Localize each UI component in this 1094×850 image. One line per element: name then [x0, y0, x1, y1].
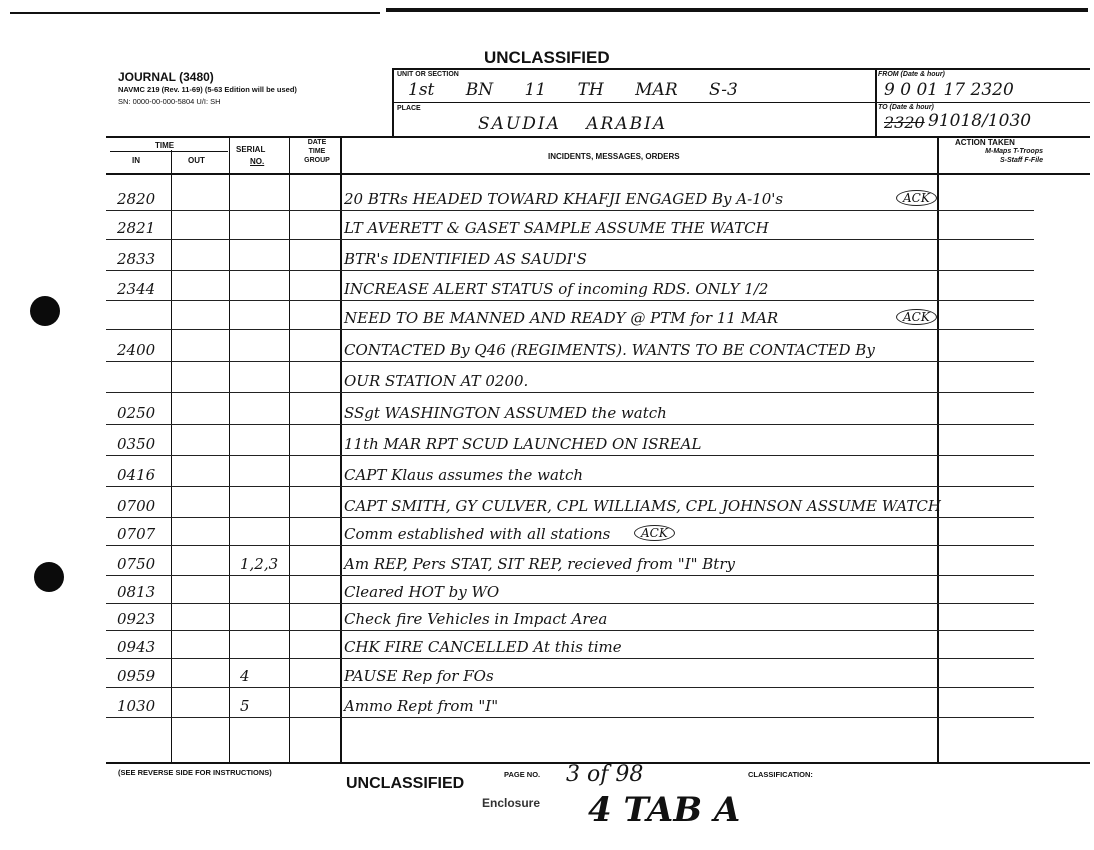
classification-bottom: UNCLASSIFIED: [346, 775, 465, 792]
col-header-in: IN: [132, 156, 140, 165]
from-value: 9 0 01 17 2320: [884, 80, 1014, 100]
punch-hole-bottom: [34, 562, 64, 592]
place-value: SAUDIA ARABIA: [478, 114, 668, 134]
classification-top: UNCLASSIFIED: [484, 48, 610, 67]
col-header-out: OUT: [188, 156, 205, 165]
table-row: [106, 334, 1034, 360]
table-row: [106, 631, 1034, 657]
footer-instructions: (SEE REVERSE SIDE FOR INSTRUCTIONS): [118, 768, 272, 777]
table-row: [106, 302, 1034, 328]
entry-time: 2820: [117, 190, 156, 208]
table-row: [106, 603, 1034, 629]
entry-text: CHK FIRE CANCELLED At this time: [344, 638, 622, 656]
table-row: [106, 273, 1034, 299]
entry-serial: 4: [240, 667, 250, 685]
table-row: [106, 243, 1034, 269]
ack-stamp: ACK: [896, 190, 937, 206]
table-header-bottom-rule: [106, 173, 1090, 175]
header-divider-rule: [875, 68, 877, 136]
col-header-time: TIME: [155, 141, 175, 150]
unit-label: UNIT OR SECTION: [397, 71, 459, 78]
entry-text: 11th MAR RPT SCUD LAUNCHED ON ISREAL: [344, 435, 702, 453]
top-rule-left: [10, 12, 380, 14]
entry-time: 0707: [117, 525, 156, 543]
entry-text: OUR STATION AT 0200.: [344, 372, 529, 390]
form-edition: NAVMC 219 (Rev. 11-69) (5-63 Edition will be used): [118, 85, 297, 94]
entry-text: CONTACTED By Q46 (REGIMENTS). WANTS TO BE CONTACTED By: [344, 341, 875, 359]
table-row: [106, 212, 1034, 238]
header-top-rule: [392, 68, 1090, 70]
col-header-incidents: INCIDENTS, MESSAGES, ORDERS: [548, 152, 680, 161]
entry-time: 0923: [117, 610, 156, 628]
to-struck-value: 2320: [884, 113, 925, 132]
row-divider: [106, 361, 1034, 362]
entry-time: 2821: [117, 219, 156, 237]
row-divider: [106, 717, 1034, 718]
entry-time: 1030: [117, 697, 156, 715]
entry-time: 0959: [117, 667, 156, 685]
entry-text: Cleared HOT by WO: [344, 583, 500, 601]
entry-text: BTR's IDENTIFIED AS SAUDI'S: [344, 250, 587, 268]
entry-text: LT AVERETT & GASET SAMPLE ASSUME THE WATCH: [344, 219, 769, 237]
form-title: JOURNAL (3480): [118, 70, 214, 84]
row-divider: [106, 486, 1034, 487]
entry-time: 0250: [117, 404, 156, 422]
table-row: [106, 365, 1034, 391]
row-divider: [106, 687, 1034, 688]
col-header-serial-no: NO.: [250, 157, 265, 166]
to-value: 91018/1030: [928, 111, 1032, 131]
form-stock-number: SN: 0000-00-000-5804 U/I: SH: [118, 97, 221, 106]
entry-time: 2833: [117, 250, 156, 268]
row-divider: [106, 392, 1034, 393]
entry-text: INCREASE ALERT STATUS of incoming RDS. ONLY 1/2: [344, 280, 769, 298]
entry-text: SSgt WASHINGTON ASSUMED the watch: [344, 404, 667, 422]
entry-serial: 1,2,3: [240, 555, 279, 573]
row-divider: [106, 210, 1034, 211]
page-label: PAGE NO.: [504, 770, 541, 779]
row-divider: [106, 329, 1034, 330]
row-divider: [106, 300, 1034, 301]
col-header-serial: SERIAL: [236, 145, 266, 154]
table-row: [106, 459, 1034, 485]
entry-time: 2400: [117, 341, 156, 359]
unit-value: 1st BN 11 TH MAR S-3: [408, 80, 738, 100]
table-row: [106, 548, 1034, 574]
row-divider: [106, 270, 1034, 271]
entry-text: Check fire Vehicles in Impact Area: [344, 610, 608, 628]
classification-label: CLASSIFICATION:: [748, 770, 813, 779]
entry-time: 0813: [117, 583, 156, 601]
entry-text: Ammo Rept from "I": [344, 697, 499, 715]
row-divider: [106, 424, 1034, 425]
entry-text: 20 BTRs HEADED TOWARD KHAFJI ENGAGED By A-10's: [344, 190, 784, 208]
table-row: [106, 576, 1034, 602]
place-label: PLACE: [397, 105, 421, 112]
entry-time: 0943: [117, 638, 156, 656]
top-rule-right: [386, 8, 1088, 12]
col-header-action: ACTION TAKEN: [955, 138, 1015, 147]
row-divider: [106, 455, 1034, 456]
col-header-dtg: DATE TIME GROUP: [304, 139, 330, 164]
table-row: [106, 183, 1034, 209]
table-row: [106, 690, 1034, 716]
header-mid-rule: [392, 102, 1090, 103]
entry-serial: 5: [240, 697, 250, 715]
entry-text: Comm established with all stations: [344, 525, 611, 543]
table-row: [106, 428, 1034, 454]
table-row: [106, 518, 1034, 544]
entry-time: 0700: [117, 497, 156, 515]
table-row: [106, 660, 1034, 686]
punch-hole-top: [30, 296, 60, 326]
entry-time: 0350: [117, 435, 156, 453]
row-divider: [106, 239, 1034, 240]
entry-text: PAUSE Rep for FOs: [344, 667, 494, 685]
row-divider: [106, 545, 1034, 546]
enclosure-label: Enclosure: [482, 796, 541, 810]
entry-text: CAPT SMITH, GY CULVER, CPL WILLIAMS, CPL JOHNSON ASSUME WATCH: [344, 497, 941, 515]
col-header-action-sub: M-Maps T-Troops S-Staff F-File: [985, 148, 1043, 164]
table-row: [106, 490, 1034, 516]
from-label: FROM (Date & hour): [878, 71, 945, 78]
entry-time: 2344: [117, 280, 156, 298]
to-label: TO (Date & hour): [878, 104, 934, 111]
entry-time: 0750: [117, 555, 156, 573]
entry-text: Am REP, Pers STAT, SIT REP, recieved from "I" Btry: [344, 555, 735, 573]
table-row: [106, 397, 1034, 423]
table-top-rule: [106, 136, 1090, 138]
ack-stamp: ACK: [634, 525, 675, 541]
entry-time: 0416: [117, 466, 156, 484]
entry-text: CAPT Klaus assumes the watch: [344, 466, 584, 484]
time-subheader-rule: [110, 151, 228, 152]
ack-stamp: ACK: [896, 309, 937, 325]
row-divider: [106, 658, 1034, 659]
entry-text: NEED TO BE MANNED AND READY @ PTM for 11 MAR: [344, 309, 779, 327]
tab-label: 4 TAB A: [588, 790, 741, 830]
page-value: 3 of 98: [566, 762, 644, 787]
